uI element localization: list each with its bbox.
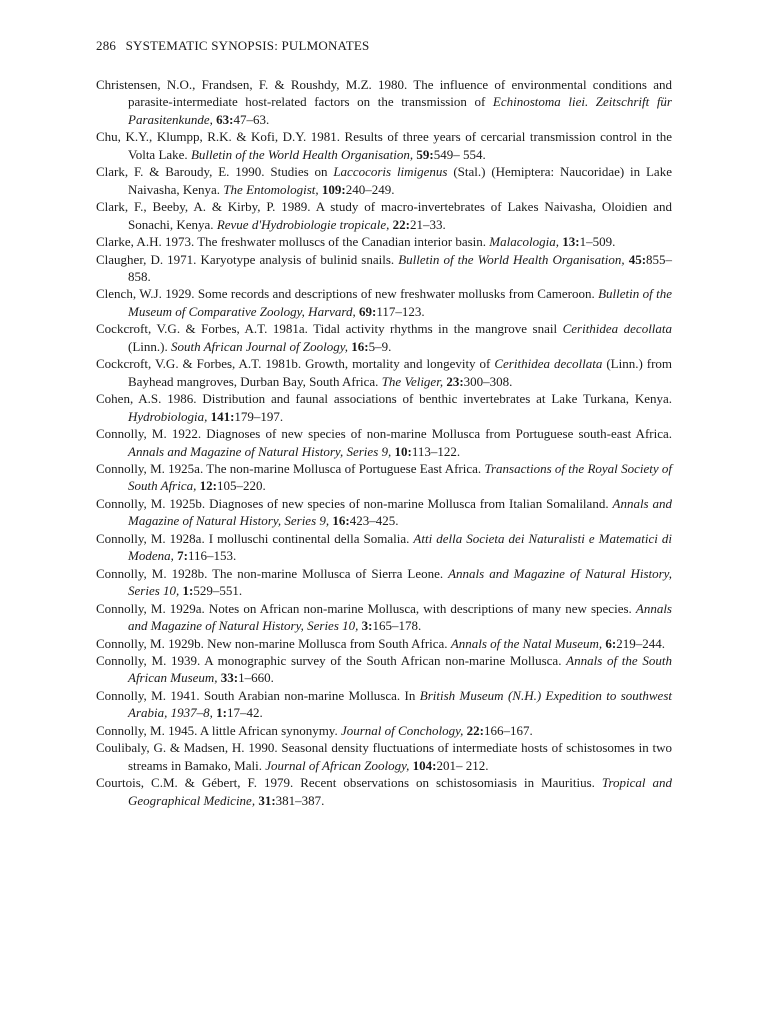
reference-pages: 855–858.	[128, 251, 673, 284]
reference-entry	[96, 530, 672, 565]
reference-title: Results of three years of cercarial transmission control in the Volta Lake.	[128, 129, 673, 162]
reference-entry	[96, 198, 672, 233]
reference-entry	[96, 76, 672, 128]
reference-pages: 201– 212.	[436, 757, 489, 773]
reference-authors: Connolly, M. 1925b.	[96, 495, 206, 511]
reference-authors: Cockcroft, V.G. & Forbes, A.T. 1981b.	[96, 356, 302, 372]
reference-pages: 240–249.	[345, 181, 395, 197]
reference-list	[96, 76, 672, 809]
reference-entry	[96, 163, 672, 198]
reference-authors: Clarke, A.H. 1973.	[96, 234, 195, 250]
reference-title: Growth, mortality and longevity of	[305, 356, 491, 372]
reference-journal: British Museum (N.H.) Expedition to southwest Arabia, 1937–8,	[128, 687, 672, 721]
reference-journal: Bulletin of the World Health Organisation,	[190, 146, 414, 162]
reference-authors: Claugher, D. 1971.	[96, 251, 197, 267]
reference-title: New non-marine Mollusca from South Africa.	[207, 635, 448, 651]
reference-pages: 117–123.	[376, 303, 425, 319]
reference-volume: 12:	[199, 478, 217, 494]
reference-volume: 23:	[446, 373, 464, 389]
reference-authors: Cohen, A.S. 1986.	[96, 391, 197, 407]
reference-pages: 165–178.	[372, 618, 422, 634]
reference-title-cont: (Linn.).	[128, 338, 168, 354]
reference-authors: Chu, K.Y., Klumpp, R.K. & Kofi, D.Y. 1981.	[96, 129, 340, 145]
reference-entry	[96, 652, 672, 687]
reference-pages: 47–63.	[233, 111, 270, 127]
reference-title: A study of macro-invertebrates of Lakes Naivasha, Oloidien and Sonachi, Kenya.	[128, 199, 672, 232]
reference-title: Karyotype analysis of bulinid snails.	[200, 251, 395, 267]
reference-volume: 7:	[177, 548, 188, 564]
reference-journal: Journal of Conchology,	[340, 722, 464, 738]
reference-authors: Coulibaly, G. & Madsen, H. 1990.	[96, 740, 278, 756]
reference-journal: Malacologia,	[489, 234, 559, 250]
reference-volume: 10:	[394, 443, 412, 459]
reference-entry	[96, 425, 672, 460]
reference-pages: 1–660.	[238, 670, 274, 686]
reference-pages: 381–387.	[275, 792, 325, 808]
running-head	[96, 38, 369, 54]
reference-volume: 69:	[358, 303, 377, 319]
reference-authors: Connolly, M. 1941.	[96, 687, 200, 703]
reference-pages: 1–509.	[579, 234, 616, 250]
reference-pages: 166–167.	[483, 722, 533, 738]
reference-volume: 3:	[361, 618, 373, 634]
reference-journal: Atti della Societa dei Naturalisti e Matematici di Modena,	[128, 530, 673, 564]
reference-journal: Annals and Magazine of Natural History, Series 9,	[128, 495, 673, 529]
reference-journal: The Veliger,	[381, 373, 444, 389]
reference-authors: Courtois, C.M. & Gébert, F. 1979.	[96, 775, 294, 791]
reference-volume: 59:	[416, 146, 434, 162]
reference-pages: 219–244.	[616, 635, 665, 651]
reference-pages: 529–551.	[193, 583, 243, 599]
reference-entry	[96, 495, 672, 530]
reference-entry	[96, 739, 672, 774]
reference-journal: Bulletin of the World Health Organisation,	[398, 251, 625, 267]
reference-entry	[96, 355, 672, 390]
reference-pages: 116–153.	[187, 548, 237, 564]
reference-title: A little African synonymy.	[199, 722, 338, 738]
reference-journal: Annals and Magazine of Natural History, Series 10,	[128, 600, 672, 634]
reference-title: Diagnoses of new species of non-marine Mollusca from Portuguese south-east Africa.	[206, 426, 673, 442]
reference-taxon: Cerithidea decollata	[562, 321, 673, 337]
reference-pages: 105–220.	[216, 478, 266, 494]
reference-title: The freshwater molluscs of the Canadian interior basin.	[197, 234, 487, 250]
reference-journal: Hydrobiologia,	[128, 408, 208, 424]
reference-authors: Christensen, N.O., Frandsen, F. & Roushdy, M.Z. 1980.	[96, 77, 408, 92]
reference-pages: 113–122.	[411, 443, 461, 459]
reference-entry	[96, 285, 672, 320]
reference-journal: Annals and Magazine of Natural History, Series 9,	[128, 443, 392, 459]
reference-pages: 300–308.	[463, 373, 513, 389]
page-number: 286	[96, 38, 117, 53]
reference-entry	[96, 128, 672, 163]
reference-taxon: Cerithidea decollata	[494, 356, 603, 372]
reference-authors: Connolly, M. 1929b.	[96, 635, 204, 651]
reference-title: Studies on	[270, 164, 328, 180]
reference-pages: 21–33.	[409, 216, 446, 232]
reference-authors: Connolly, M. 1925a.	[96, 460, 204, 476]
reference-title: Recent observations on schistosomiasis in Mauritius.	[300, 775, 595, 791]
reference-journal: Tropical and Geographical Medicine,	[128, 775, 672, 808]
reference-volume: 63:	[216, 111, 234, 127]
reference-title: Diagnoses of new species of non-marine Mollusca from Italian Somaliland.	[209, 495, 609, 511]
reference-journal: Annals of the Natal Museum,	[450, 635, 603, 651]
reference-journal: South African Journal of Zoology,	[170, 338, 349, 354]
reference-authors: Clark, F. & Baroudy, E. 1990.	[96, 164, 265, 180]
reference-volume: 13:	[562, 234, 580, 250]
reference-entry	[96, 390, 672, 425]
reference-entry	[96, 320, 672, 355]
reference-title: The non-marine Mollusca of Sierra Leone.	[212, 565, 444, 581]
reference-journal: Bulletin of the Museum of Comparative Zoology, Harvard,	[128, 286, 673, 319]
reference-pages: 17–42.	[226, 705, 263, 721]
reference-authors: Connolly, M. 1939.	[96, 652, 201, 668]
reference-journal: Zeitschrift für Parasitenkunde,	[128, 94, 672, 127]
reference-pages: 179–197.	[234, 408, 284, 424]
reference-journal: Journal of African Zoology,	[265, 757, 410, 773]
reference-volume: 22:	[392, 216, 410, 232]
reference-taxon: Echinostoma liei.	[492, 94, 589, 110]
reference-title: Some records and descriptions of new freshwater mollusks from Cameroon.	[197, 286, 595, 302]
reference-entry	[96, 460, 672, 495]
reference-volume: 22:	[466, 722, 484, 738]
reference-volume: 16:	[351, 338, 369, 354]
reference-entry	[96, 233, 672, 250]
reference-entry	[96, 565, 672, 600]
reference-entry	[96, 722, 672, 739]
reference-journal: Annals and Magazine of Natural History, Series 10,	[128, 565, 672, 599]
reference-authors: Connolly, M. 1928a.	[96, 530, 205, 546]
reference-pages: 549– 554.	[433, 146, 486, 162]
reference-title-cont: (Stal.) (Hemiptera: Naucoridae) in Lake Naivasha, Kenya.	[128, 164, 672, 197]
reference-entry	[96, 635, 672, 652]
reference-entry	[96, 600, 672, 635]
reference-title: The non-marine Mollusca of Portuguese East Africa.	[206, 460, 482, 476]
reference-volume: 109:	[321, 181, 346, 197]
reference-authors: Connolly, M. 1929a.	[96, 600, 205, 616]
reference-volume: 16:	[332, 513, 350, 529]
reference-title: The influence of environmental conditions and parasite-intermediate host-related factors on the transmission of	[128, 77, 672, 110]
reference-title: Tidal activity rhythms in the mangrove snail	[313, 321, 558, 337]
running-title: SYSTEMATIC SYNOPSIS: PULMONATES	[125, 38, 370, 53]
reference-volume: 141:	[210, 408, 235, 424]
reference-journal: Annals of the South African Museum,	[128, 652, 673, 686]
reference-volume: 45:	[628, 251, 647, 267]
reference-pages: 423–425.	[349, 513, 399, 529]
reference-authors: Clark, F., Beeby, A. & Kirby, P. 1989.	[96, 199, 311, 215]
reference-authors: Clench, W.J. 1929.	[96, 286, 195, 302]
reference-title: Notes on African non-marine Mollusca, with descriptions of many new species.	[208, 600, 632, 616]
reference-title: South Arabian non-marine Mollusca. In	[203, 687, 416, 703]
reference-title: I molluschi continental della Somalia.	[208, 530, 410, 546]
reference-volume: 6:	[605, 635, 617, 651]
reference-authors: Connolly, M. 1922.	[96, 426, 202, 442]
reference-journal: The Entomologist,	[223, 181, 319, 197]
reference-title: Seasonal density fluctuations of intermediate hosts of schistosomes in two streams in Bamako, Mali.	[128, 740, 672, 773]
reference-volume: 31:	[258, 792, 276, 808]
reference-entry	[96, 774, 672, 809]
reference-authors: Connolly, M. 1945.	[96, 722, 198, 738]
reference-entry	[96, 687, 672, 722]
reference-title-cont: (Linn.) from Bayhead mangroves, Durban Bay, South Africa.	[128, 356, 673, 389]
reference-journal: Revue d'Hydrobiologie tropicale,	[216, 216, 390, 232]
reference-taxon: Laccocoris limigenus	[333, 164, 448, 180]
reference-title: A monographic survey of the South African non-marine Mollusca.	[204, 652, 562, 668]
reference-volume: 1:	[182, 583, 194, 599]
reference-volume: 33:	[220, 670, 239, 686]
reference-volume: 1:	[216, 705, 227, 721]
reference-pages: 5–9.	[368, 338, 392, 354]
reference-authors: Connolly, M. 1928b.	[96, 565, 208, 581]
reference-authors: Cockcroft, V.G. & Forbes, A.T. 1981a.	[96, 321, 308, 337]
reference-entry	[96, 251, 672, 286]
reference-title: Distribution and faunal associations of benthic invertebrates at Lake Turkana, Kenya.	[202, 391, 673, 407]
reference-journal: Transactions of the Royal Society of South Africa,	[128, 460, 672, 494]
reference-volume: 104:	[412, 757, 437, 773]
